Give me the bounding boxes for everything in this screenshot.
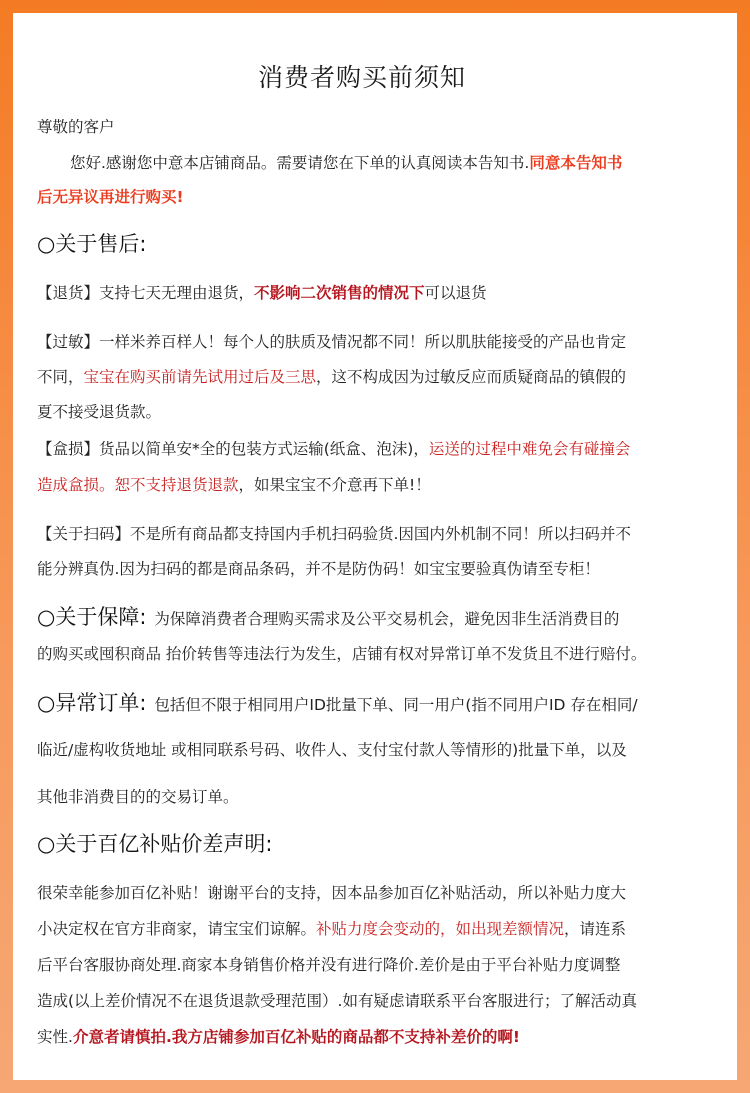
subsidy-line-4: 造成(以上差价情况不在退货退款受理范围）.如有疑虑请联系平台客服进行；了解活动真 [37, 992, 637, 1010]
allergy-highlight: 宝宝在购买前请先试用过后及三思 [83, 368, 317, 386]
subsidy-line-2 [37, 917, 626, 939]
abnormal-line-2: 临近/虚构收货地址 或相同联系号码、收件人、支付宝付款人等情形的)批量下单，以及 [37, 741, 627, 759]
after-sales-heading: ○关于售后: [37, 232, 147, 256]
protection-line-1 [37, 601, 619, 631]
allergy-line-1: 【过敏】一样米养百样人！每个人的肤质及情况都不同！所以肌肤能接受的产品也肯定 [37, 333, 627, 351]
box-damage-highlight: 运送的过程中难免会有碰撞会 [428, 440, 631, 458]
abnormal-heading: ○异常订单: [37, 691, 147, 715]
allergy-line-2 [37, 365, 626, 387]
subsidy-text-final: 实性. [37, 1028, 73, 1046]
abnormal-text: 包括但不限于相同用户ID批量下单、同一用户(指不同用户ID 存在相同/ [154, 696, 638, 714]
protection-text: 为保障消费者合理购买需求及公平交易机会，避免因非生活消费目的 [154, 610, 620, 628]
box-damage-line-2 [37, 473, 431, 495]
protection-line-2: 的购买或囤积商品 抬价转售等违法行为发生，店铺有权对异常订单不发货且不进行赔付。 [37, 645, 647, 663]
allergy-text: 不同， [37, 368, 84, 386]
abnormal-line-3: 其他非消费目的的交易订单。 [37, 788, 239, 806]
return-text-end: 可以退货 [424, 284, 487, 302]
protection-heading: ○关于保障: [37, 605, 147, 629]
notice-card [13, 13, 737, 1080]
return-policy-line [37, 281, 487, 303]
box-damage-highlight-2: 造成盒损。恕不支持退货退款 [37, 476, 239, 494]
intro-line-2: 后无异议再进行购买! [37, 188, 184, 206]
page-title: 消费者购买前须知 [258, 63, 467, 92]
return-highlight: 不影响二次销售的情况下 [254, 284, 425, 302]
greeting: 尊敬的客户 [37, 118, 115, 136]
subsidy-line-1: 很荣幸能参加百亿补贴！谢谢平台的支持，因本品参加百亿补贴活动，所以补贴力度大 [37, 884, 627, 902]
box-damage-text: 【盒损】货品以简单安*全的包装方式运输(纸盒、泡沫)， [37, 440, 429, 458]
scan-line-1: 【关于扫码】不是所有商品都支持国内手机扫码验货.因国内外机制不同！所以扫码并不 [37, 525, 631, 543]
subsidy-final-highlight: 介意者请慎拍.我方店铺参加百亿补贴的商品都不支持补差价的啊! [72, 1028, 520, 1046]
box-damage-line-1 [37, 437, 630, 459]
subsidy-text: 小决定权在官方非商家，请宝宝们谅解。 [37, 920, 317, 938]
subsidy-heading: ○关于百亿补贴价差声明: [37, 832, 273, 856]
box-damage-text-end: ，如果宝宝不介意再下单!！ [238, 476, 431, 494]
subsidy-line-3: 后平台客服协商处理.商家本身销售价格并没有进行降价.差价是由于平台补贴力度调整 [37, 956, 621, 974]
scan-line-2: 能分辨真伪.因为扫码的都是商品条码，并不是防伪码！如宝宝要验真伪请至专柜！ [37, 560, 600, 578]
allergy-line-3: 夏不接受退货款。 [37, 403, 162, 421]
intro-text: 您好.感谢您中意本店铺商品。需要请您在下单的认真阅读本告知书. [70, 154, 530, 172]
abnormal-line-1 [37, 687, 638, 717]
intro-line-1 [70, 151, 622, 173]
subsidy-line-5 [37, 1025, 520, 1047]
allergy-text-end: ，这不构成因为过敏反应而质疑商品的镇假的 [316, 368, 627, 386]
subsidy-text-end: ，请连系 [564, 920, 627, 938]
subsidy-highlight: 补贴力度会变动的，如出现差额情况 [316, 920, 565, 938]
return-text: 【退货】支持七天无理由退货， [37, 284, 255, 302]
intro-highlight: 同意本告知书 [529, 154, 623, 172]
